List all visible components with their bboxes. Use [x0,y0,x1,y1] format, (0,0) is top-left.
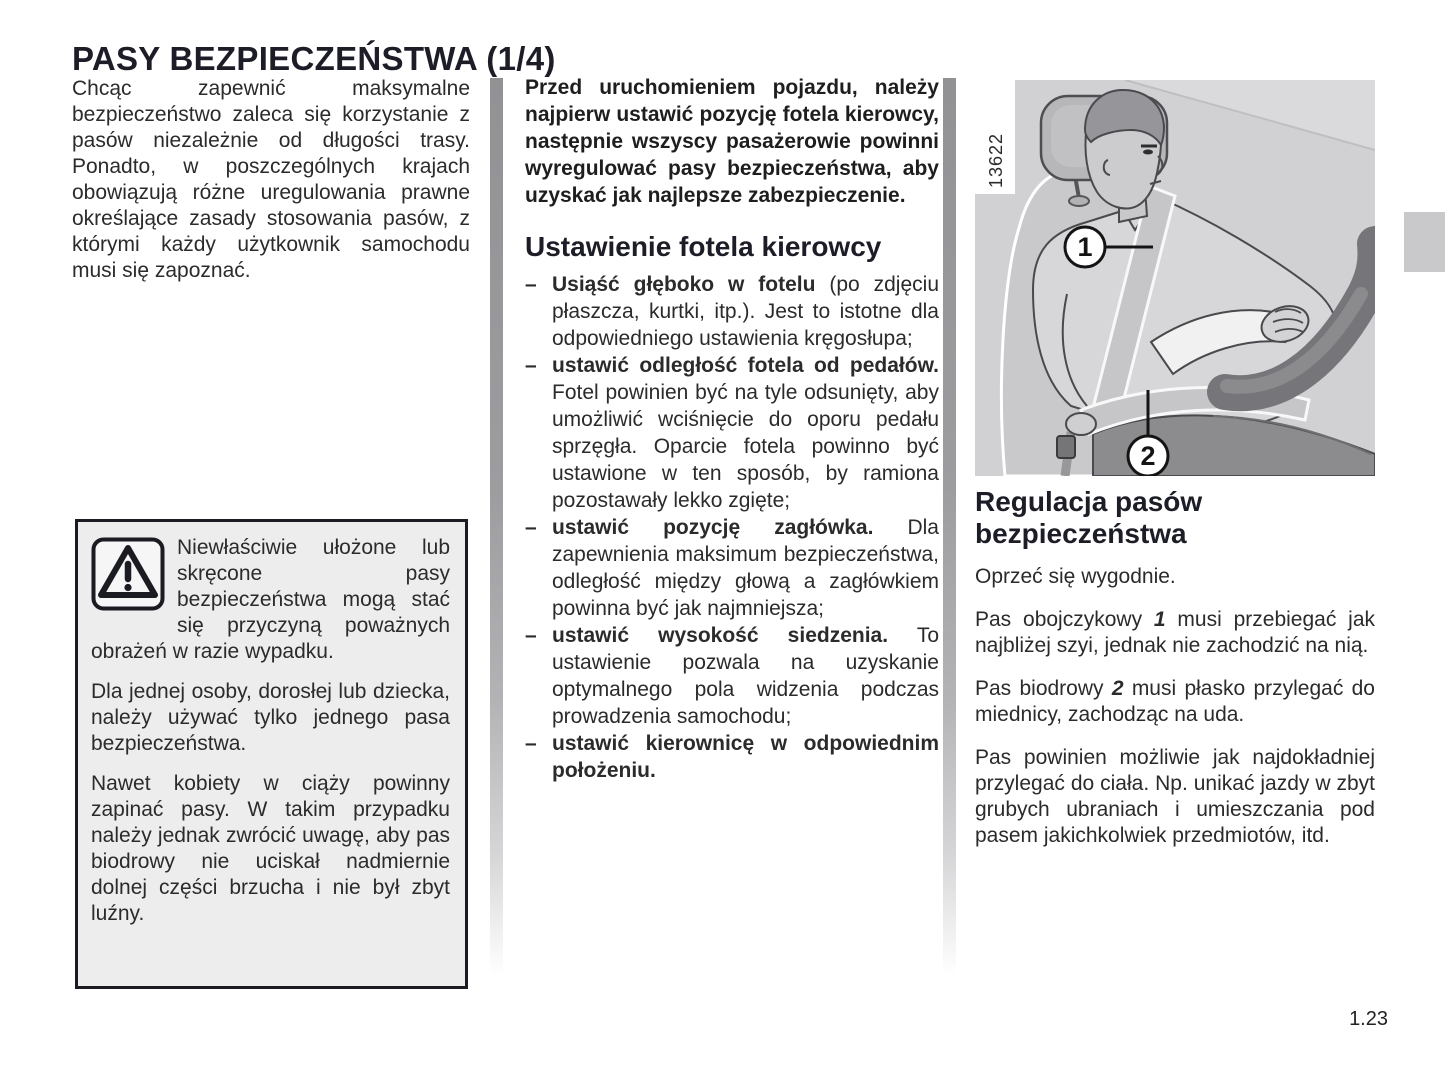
text-segment: musi przebiegać jak najbliżej szyi, jednak nie zachodzić na nią. [975,608,1376,657]
page-number: 1.23 [1349,1008,1388,1030]
list-item [525,622,939,730]
callout-2-label: 2 [1140,441,1156,471]
list-item [525,730,939,784]
item-lead: ustawić kierownicę w odpowiednim położeniu. [552,732,939,782]
warning-box [75,519,468,989]
heading-belt-adjustment: Regulacja pasów bezpieczeństwa [975,486,1203,549]
seat-adjustment-list [525,271,939,784]
item-lead: Usiąść głęboko w fotelu [552,273,816,296]
item-text: Fotel powinien być na tyle odsunięty, aby umożliwić wciśnięcie do oporu pedału sprzęgła. Oparcie fotela powinno być ustawione w ten sposób, by ramiona pozostawały lekko zgięte; [552,381,939,512]
warning-triangle-icon [91,537,165,611]
warning-paragraph-3: Nawet kobiety w ciąży powinny zapinać pasy. W takim przypadku należy jednak zwrócić uwagę, aby pas biodrowy nie uciskał nadmiernie dolnej części brzucha i nie był zbyt luźny. [91,772,450,925]
item-lead: ustawić pozycję zagłówka. [552,516,874,539]
right-column [975,80,1375,866]
bullet-dash: – [525,354,537,377]
warning-paragraph-1: Niewłaściwie ułożone lub skręcone pasy bezpieczeństwa mogą stać się przyczyną poważnych obrażeń w razie wypadku. [91,536,450,663]
column-divider-right [943,78,956,993]
column-divider-left [490,78,503,993]
bullet-dash: – [525,624,537,647]
middle-column [525,74,939,784]
belt-paragraph-shoulder [975,607,1375,659]
text-segment: Pas obojczykowy [975,608,1154,631]
bullet-dash: – [525,273,537,296]
page-title: PASY BEZPIECZEŃSTWA (1/4) [72,40,556,78]
text-segment: musi płasko przylegać do miednicy, zachodząc na uda. [975,677,1375,726]
belt-paragraph-lap [975,676,1375,728]
heading-seat-adjustment: Ustawienie fotela kierowcy [525,231,882,262]
warning-paragraph-2: Dla jednej osoby, dorosłej lub dziecka, należy używać tylko jednego pasa bezpieczeństwa. [91,680,450,755]
item-lead: ustawić odległość fotela od pedałów. [552,354,939,377]
list-item [525,271,939,352]
item-text: To ustawienie pozwala na uzyskanie optymalnego pola widzenia podczas prowadzenia samochodu; [552,624,939,728]
belt-ref-2: 2 [1111,677,1124,700]
belt-paragraph-comfort: Oprzeć się wygodnie. [975,565,1176,588]
bullet-dash: – [525,732,537,755]
callout-1-label: 1 [1077,232,1093,262]
section-edge-tab [1404,212,1445,272]
left-intro-paragraph: Chcąc zapewnić maksymalne bezpieczeństwo zaleca się korzystanie z pasów niezależnie od długości trasy. Ponadto, w poszczególnych krajach obowiązują różne uregulowania prawne określające zasady stosowania pasów, z którymi każdy użytkownik samochodu musi się zapoznać. [72,77,470,282]
bullet-dash: – [525,516,537,539]
middle-intro-paragraph: Przed uruchomieniem pojazdu, należy najpierw ustawić pozycję fotela kierowcy, następnie wszyscy pasażerowie powinni wyregulować pasy bezpieczeństwa, aby uzyskać jak najlepsze zabezpieczenie. [525,76,939,207]
driver-seatbelt-illustration [975,80,1375,476]
text-segment: Pas biodrowy [975,677,1112,700]
item-lead: ustawić wysokość siedzenia. [552,624,889,647]
figure-number: 13622 [986,132,1006,188]
item-text: (po zdjęciu płaszcza, kurtki, itp.). Jest to istotne dla odpowiedniego ustawienia kręgosłupa; [552,273,939,350]
left-column [72,76,470,284]
belt-buckle [1057,436,1075,458]
list-item [525,352,939,514]
list-item [525,514,939,622]
belt-ref-1: 1 [1153,608,1166,631]
belt-paragraph-fit: Pas powinien możliwie jak najdokładniej przylegać do ciała. Np. unikać jazdy w zbyt grubych ubraniach i umieszczania pod pasem jakichkolwiek przedmiotów, itd. [975,746,1375,847]
item-text: Dla zapewnienia maksimum bezpieczeństwa, odległość między głową a zagłówkiem powinna być jak najmniejsza; [552,516,939,620]
